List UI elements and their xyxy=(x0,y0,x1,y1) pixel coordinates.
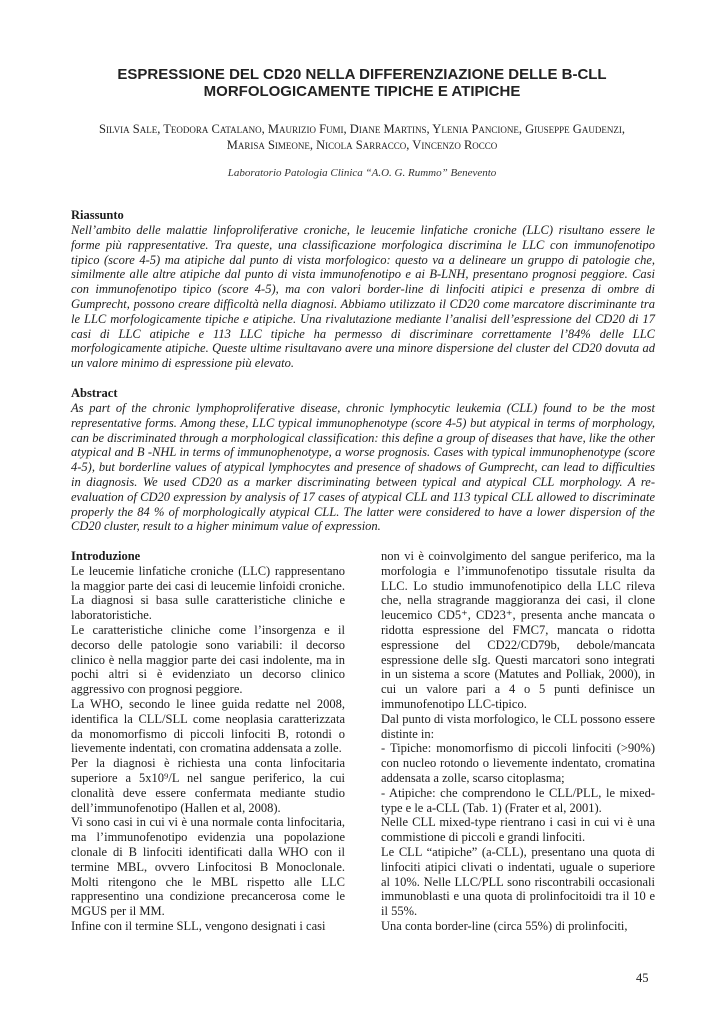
body-paragraph: Dal punto di vista morfologico, le CLL possono essere distinte in: xyxy=(381,711,655,741)
body-paragraph: Infine con il termine SLL, vengono designati i casi xyxy=(71,918,326,933)
authors-line-1: Silvia Sale, Teodora Catalano, Maurizio Fumi, Diane Martins, Ylenia Pancione, Giuseppe Gaudenzi, xyxy=(99,122,625,136)
body-paragraph: Le CLL “atipiche” (a-CLL), presentano una quota di linfociti atipici clivati o indentati, uguale o superiore al 10%. Nelle LLC/PLL sono riscontrabili occasionali immunoblasti e una quota di prolinfocitoidi tra il 10 e il 55%. xyxy=(381,844,655,919)
page-number: 45 xyxy=(636,971,649,985)
body-paragraph: Le caratteristiche cliniche come l’insorgenza e il decorso delle patologie sono variabili: il decorso clinico è nella maggior parte dei casi indolente, ma in pochi altri si è evidenziato un decorso clinico aggressivo con prognosi peggiore. xyxy=(71,622,345,697)
body-paragraph: - Atipiche: che comprendono le CLL/PLL, le mixed-type e le a-CLL (Tab. 1) (Frater et al, 2001). xyxy=(381,785,655,815)
body-paragraph: Le leucemie linfatiche croniche (LLC) rappresentano la maggior parte dei casi di leucemie linfoidi croniche. La diagnosi si basa sulle caratteristiche cliniche e laboratoristiche. xyxy=(71,563,345,623)
body-paragraph: Nelle CLL mixed-type rientrano i casi in cui vi è una commistione di piccoli e grandi linfociti. xyxy=(381,815,655,845)
riassunto-text: Nell’ambito delle malattie linfoproliferative croniche, le leucemie linfatiche croniche (LLC) risultano essere le forme più rappresentative. Tra queste, una classificazione morfologica discrimina le LLC con immunofenotipo tipico (score 4-5) ma atipiche dal punto di vista morfologico: questo va a delineare un gruppo di patologie che, similmente alle altre atipiche dal punto di vista immunofenotipo e ai B-LNH, presentano prognosi peggiore. Casi con immunofenotipo tipico (score 4-5), ma con valori border-line di linfociti atipici e presenza di ombre di Gumprecht, possono creare difficoltà nella diagnosi. Abbiamo utilizzato il CD20 come marcatore discriminante tra le LLC morfologicamente tipiche e atipiche. Una rivalutazione mediante l’analisi dell’espressione del CD20 di 17 casi di LLC atipiche e 113 LLC tipiche ha permesso di discriminare correttamente l’84% delle LLC morfologicamente atipiche. Queste ultime risultavano avere una minore dispersione del cluster del CD20 dovuta ad un valore minimo di espressione più elevato. xyxy=(71,223,655,371)
title-line-1: ESPRESSIONE DEL CD20 NELLA DIFFERENZIAZIONE DELLE B-CLL xyxy=(117,66,607,83)
article-title xyxy=(60,66,664,100)
body-paragraph: Vi sono casi in cui vi è una normale conta linfocitaria, ma l’immunofenotipo evidenzia una popolazione clonale di B linfociti identificati dalla WHO con il termine MBL, ovvero Linfocitosi B Monoclonale. Molti ritengono che le MBL rispetto alle LLC rappresentino una condizione precancerosa come le MGUS per il MM. xyxy=(71,815,345,919)
left-column xyxy=(71,549,345,934)
body-paragraph: La WHO, secondo le linee guida redatte nel 2008, identifica la CLL/SLL come neoplasia caratterizzata da monomorfismo di piccoli linfociti B, rotondi o lievemente indentati, con cromatina addensata a zolle. xyxy=(71,696,345,756)
authors-line-2: Marisa Simeone, Nicola Sarracco, Vincenzo Rocco xyxy=(226,138,498,152)
abstract-heading: Abstract xyxy=(71,386,118,400)
body-paragraph: Per la diagnosi è richiesta una conta linfocitaria superiore a 5x10⁹/L nel sangue periferico, la cui clonalità deve essere confermata mediante studio dell’immunofenotipo (Hallen et al, 2008). xyxy=(71,756,345,815)
body-paragraph: - Tipiche: monomorfismo di piccoli linfociti (>90%) con nucleo rotondo o lievemente indentato, cromatina addensata a zolle, scarso citoplasma; xyxy=(381,741,655,785)
right-column xyxy=(381,549,655,934)
body-paragraph: Una conta border-line (circa 55%) di prolinfociti, xyxy=(381,918,628,933)
introduzione-heading: Introduzione xyxy=(71,549,141,563)
title-line-2: MORFOLOGICAMENTE TIPICHE E ATIPICHE xyxy=(203,83,521,100)
author-list xyxy=(60,121,664,153)
affiliation: Laboratorio Patologia Clinica “A.O. G. Rummo” Benevento xyxy=(227,167,497,179)
body-paragraph: non vi è coinvolgimento del sangue periferico, ma la morfologia e l’immunofenotipo tissutale risulta da LLC. Lo studio immunofenotipico della LLC rileva che, nella stragrande maggioranza dei casi, il clone leucemico CD5⁺, CD23⁺, presenta anche mancata o ridotta espressione del FMC7, mancata o ridotta espressione del CD22/CD79b, debole/mancata espressione delle sIg. Questi marcatori sono integrati in un sistema a score (Matutes and Polliak, 2000), in cui un valore pari a 4 o 5 punti definisce un immunofenotipo LLC-tipico. xyxy=(381,549,655,711)
abstract-text: As part of the chronic lymphoproliferative disease, chronic lymphocytic leukemia (CLL) found to be the most representative forms. Among these, LLC typical immunophenotype (score 4-5) but atypical in terms of morphology, can be discriminated through a morphological classification: this define a group of diseases that have, like the other atypical and B -NHL in terms of immunophenotype, a worse prognosis. Cases with typical immunophenotype (score 4-5), but borderline values of atypical lymphocytes and presence of shadows of Gumprecht, can lead to difficulties in diagnosis. We used CD20 as a marker discriminating between typical and atypical CLL morphology. A re-evaluation of CD20 expression by analysis of 17 cases of atypical CLL and 113 typical CLL allowed to discriminate properly the 84 % of morphologically atypical CLL. The latter were considered to have a lower dispersion of the CD20 cluster, result to a higher minimum value of expression. xyxy=(71,401,655,534)
riassunto-heading: Riassunto xyxy=(71,208,124,222)
